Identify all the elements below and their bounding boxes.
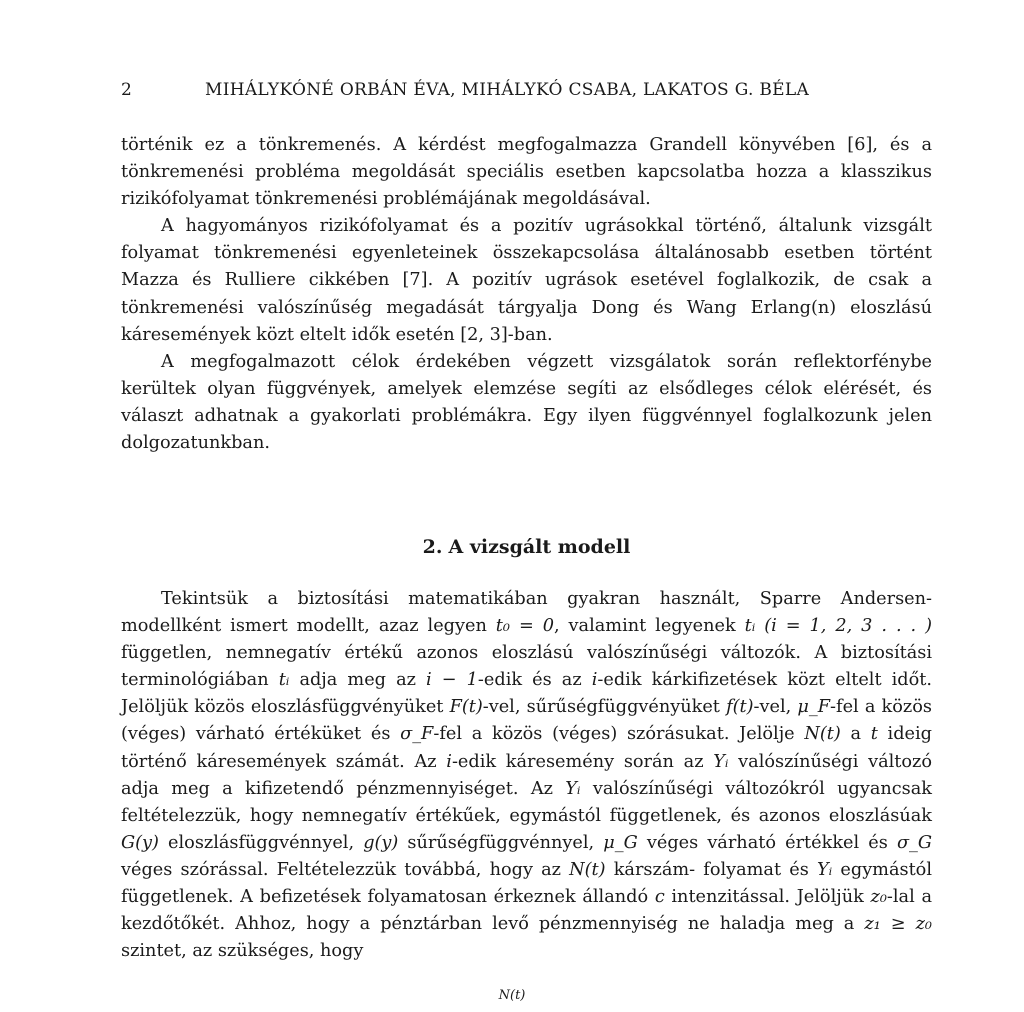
math-i-minus-1: i − 1: [426, 670, 478, 691]
text-run: a: [840, 724, 871, 745]
paragraph: A hagyományos rizikófolyamat és a pozitív ugrásokkal történő, általunk vizsgált folyamat tönkremenési egyenleteinek összekapcsolása általánosabb esetben történt Mazza és Rulliere cikkében [7]. A pozitív ugrások esetével foglalkozik, de csak a tönkremenési valószínűség megadását tárgyalja Dong és Wang Erlang(n) eloszlású káresemények közt eltelt idők esetén [2, 3]-ban.: [121, 216, 932, 345]
text-run: -lal a kezdőtőkét. Ahhoz, hogy a pénztárban levő pénzmennyiség ne haladja meg a: [121, 887, 932, 935]
text-run: , valamint legyenek: [553, 616, 745, 637]
math-Yi: Yᵢ: [565, 778, 581, 799]
math-sigmaG: σ_G: [896, 832, 932, 853]
math-gy: g(y): [363, 832, 399, 853]
text-run: valószínűségi változókról ugyancsak feltételezzük, hogy nemnegatív értékűek, egymástól függetlenek, és azonos eloszlásúak: [121, 778, 932, 826]
math-z0: z₀: [870, 887, 887, 908]
math-sigmaF: σ_F: [400, 724, 434, 745]
math-Gy: G(y): [121, 832, 159, 853]
header-authors: MIHÁLYKÓNÉ ORBÁN ÉVA, MIHÁLYKÓ CSABA, LAKATOS G. BÉLA: [205, 80, 810, 100]
math-c: c: [654, 887, 665, 908]
paragraph: A megfogalmazott célok érdekében végzett vizsgálatok során reflektorfénybe kerültek olyan függvények, amelyek elemzése segíti az elsődleges célok elérését, és választ adhatnak a gyakorlati problémákra. Egy ilyen függvénnyel foglalkozunk jelen dolgozatunkban.: [121, 351, 932, 454]
text-run: Tekintsük a biztosítási matematikában gyakran használt, Sparre Andersen-modellként ismert modellt, azaz legyen: [121, 589, 932, 637]
math-Yi: Yᵢ: [713, 751, 729, 772]
text-run: független, nemnegatív értékű azonos eloszlású valószínűségi változók. A biztosítási terminológiában: [121, 643, 932, 691]
text-run: -fel a közös (véges) várható értéküket és: [121, 697, 932, 745]
text-run: -vel, sűrűségfüggvényüket: [482, 697, 727, 718]
math-Yi: Yᵢ: [816, 859, 833, 880]
math-t: t: [870, 724, 878, 745]
section-title: A vizsgált modell: [448, 536, 631, 558]
math-Nt: N(t): [804, 724, 841, 745]
text-run: sűrűségfüggvénnyel,: [398, 832, 604, 853]
paragraph: történik ez a tönkremenés. A kérdést megfogalmazza Grandell könyvében [6], és a tönkremenési probléma megoldását speciális esetben kapcsolatba hozza a klasszikus rizikófolyamat tönkremenési problémájának megoldásával.: [121, 135, 932, 210]
running-header: [121, 80, 941, 100]
math-muF: μ_F: [797, 697, 831, 718]
paragraph: [121, 586, 932, 965]
math-Nt: N(t): [569, 859, 606, 880]
text-run: szintet, az szükséges, hogy: [121, 941, 364, 962]
math-t0: t₀ = 0: [495, 616, 554, 637]
text-run: -fel a közös (véges) szórásukat. Jelölje: [433, 724, 805, 745]
text-run: egymástól függetlenek. A befizetések folyamatosan érkeznek állandó: [121, 859, 932, 908]
math-z1-ge-z0: z₁ ≥ z₀: [864, 914, 933, 935]
text-run: kárszám- folyamat és: [605, 859, 817, 880]
text-run: -edik és az: [477, 670, 592, 691]
math-ft: f(t): [726, 697, 754, 718]
text-run: véges szórással. Feltételezzük továbbá, hogy az: [121, 859, 570, 880]
math-i: i: [591, 670, 598, 691]
math-muG: μ_G: [603, 832, 638, 853]
model-text: [121, 586, 932, 965]
text-run: -vel,: [753, 697, 798, 718]
text-run: -edik kárkifizetések közt eltelt időt. Jelöljük közös eloszlásfüggvényüket: [121, 670, 933, 718]
page-footer: N(t): [498, 988, 526, 1003]
text-run: valószínűségi változó adja meg a kifizetendő pénzmennyiséget. Az: [121, 751, 933, 799]
text-run: véges várható értékkel és: [637, 832, 897, 853]
text-run: intenzitással. Jelöljük: [664, 887, 871, 908]
text-run: eloszlásfüggvénnyel,: [158, 832, 364, 853]
math-Ft: F(t): [449, 697, 483, 718]
text-run: ideig történő káresemények számát. Az: [121, 724, 932, 772]
math-i: i: [446, 751, 452, 772]
text-run: -edik káresemény során az: [451, 751, 714, 772]
text-run: adja meg az: [289, 670, 427, 691]
section-number: 2.: [422, 536, 443, 558]
math-ti-range: tᵢ (i = 1, 2, 3 . . . ): [744, 616, 933, 637]
intro-text: [121, 132, 932, 457]
math-ti: tᵢ: [278, 670, 290, 691]
page-number: 2: [121, 80, 133, 100]
section-heading: [121, 536, 932, 558]
